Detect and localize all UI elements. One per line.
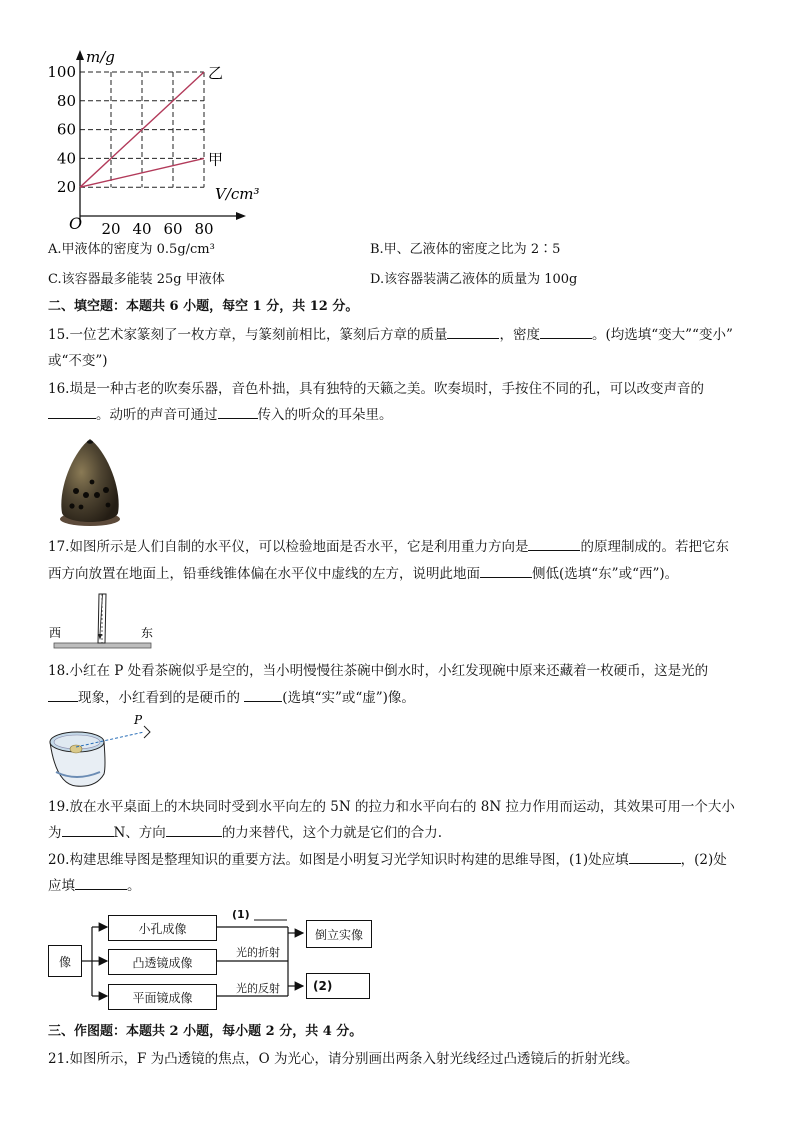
series-label-0: 乙: [208, 64, 224, 82]
x-tick-80: 80: [194, 220, 214, 238]
x-axis-arrow: [236, 212, 246, 220]
q18-blank-2[interactable]: [244, 688, 282, 702]
question-21: 21.如图所示，F 为凸透镜的焦点，O 为光心，请分别画出两条入射光线经过凸透镜后的折射光线。: [48, 1051, 639, 1067]
q19-blank-2[interactable]: [166, 823, 222, 837]
q15-text-2: ，密度: [499, 327, 540, 343]
q19-text-4: 的力来替代，这个力就是它们的合力.: [221, 825, 443, 841]
question-15: [48, 325, 733, 345]
q15-text-3: 。(均选填“变大”“变小”: [591, 327, 733, 343]
refraction-label: 光的折射: [236, 946, 280, 959]
x-tick-20: 20: [101, 220, 121, 238]
option-d: D.该容器装满乙液体的质量为 100g: [370, 272, 578, 287]
q17-blank-2[interactable]: [480, 564, 532, 578]
origin-label: O: [69, 214, 83, 233]
section-3-heading: 三、作图题：本题共 2 小题，每小题 2 分，共 4 分。: [48, 1024, 363, 1039]
mind-map-convex-lens: 凸透镜成像: [108, 949, 217, 975]
west-label: 西: [49, 626, 62, 640]
section-2-heading: 二、填空题：本题共 6 小题，每空 1 分，共 12 分。: [48, 299, 359, 314]
q18-blank-1[interactable]: [48, 688, 78, 702]
x-tick-40: 40: [132, 220, 152, 238]
question-19-cont: [48, 823, 442, 843]
tea-bowl-figure: [46, 712, 162, 792]
question-15-cont: 或“不变”): [48, 353, 108, 369]
question-16-cont: [48, 405, 393, 425]
q19-text-2: 为: [48, 825, 62, 841]
question-19: 19.放在水平桌面上的木块同时受到水平向左的 5N 的拉力和水平向右的 8N 拉力作用而运动，其效果可用一个大小: [48, 799, 735, 815]
y-axis-arrow: [76, 50, 84, 60]
q19-text-3: N、方向: [113, 825, 166, 841]
point-p-label: P: [134, 713, 143, 727]
question-20-cont: [48, 876, 141, 896]
q17-text-2: 的原理制成的。若把它东: [580, 539, 729, 555]
mind-map-inverted-real-image: 倒立实像: [306, 920, 372, 948]
y-tick-100: 100: [47, 63, 76, 81]
q15-text-1: 15.一位艺术家篆刻了一枚方章，与篆刻前相比，篆刻后方章的质量: [48, 327, 448, 343]
y-tick-20: 20: [56, 178, 76, 197]
question-18: 18.小红在 P 处看茶碗似乎是空的，当小明慢慢往茶碗中倒水时，小红发现碗中原来还藏着一枚硬币，这是光的: [48, 663, 709, 679]
mind-map-plane-mirror: 平面镜成像: [108, 984, 217, 1010]
mind-map-root: 像: [48, 945, 82, 977]
q18-text-3: (选填“实”或“虚”)像。: [282, 690, 415, 706]
option-b: B.甲、乙液体的密度之比为 2∶5: [370, 242, 561, 257]
q17-blank-1[interactable]: [528, 537, 580, 551]
mind-map-blank-2-box[interactable]: [306, 973, 370, 999]
q20-text-4: 。: [127, 878, 141, 894]
y-tick-40: 40: [56, 149, 76, 168]
q17-text-3: 西方向放置在地面上，铅垂线锥体偏在水平仪中虚线的左方，说明此地面: [48, 566, 480, 582]
q15-blank-2[interactable]: [540, 325, 592, 339]
series-label-1: 甲: [208, 150, 224, 169]
xun-instrument-image: [50, 435, 130, 530]
q20-blank-2[interactable]: [75, 876, 127, 890]
question-17-cont: [48, 564, 678, 584]
q20-text-1: 20.构建思维导图是整理知识的重要方法。如图是小明复习光学知识时构建的思维导图，(1)处应填: [48, 852, 629, 868]
option-c: C.该容器最多能装 25g 甲液体: [48, 272, 225, 287]
q16-blank-2[interactable]: [218, 405, 258, 419]
east-label: 东: [141, 626, 154, 640]
question-17: [48, 537, 729, 557]
blank-1-label: (1): [232, 908, 250, 921]
q17-text-1: 17.如图所示是人们自制的水平仪，可以检验地面是否水平，它是利用重力方向是: [48, 539, 529, 555]
option-a: A.甲液体的密度为 0.5g/cm³: [48, 242, 215, 257]
y-tick-80: 80: [56, 91, 76, 110]
q15-blank-1[interactable]: [447, 325, 499, 339]
question-16: 16.埙是一种古老的吹奏乐器，音色朴拙，具有独特的天籁之美。吹奏埙时，手按住不同的孔，可以改变声音的: [48, 381, 704, 397]
q16-text-2: 。动听的声音可通过: [96, 407, 218, 423]
reflection-label: 光的反射: [236, 982, 280, 995]
q16-text-3: 传入的听众的耳朵里。: [257, 407, 393, 423]
q20-text-3: 应填: [48, 878, 75, 894]
blank-2-label: (2): [313, 979, 333, 993]
x-tick-60: 60: [163, 220, 183, 238]
q16-blank-1[interactable]: [48, 405, 96, 419]
x-axis-label: V/cm³: [215, 185, 260, 203]
question-20: [48, 850, 727, 870]
q20-blank-1[interactable]: [629, 850, 681, 864]
q17-text-4: 侧低(选填“东”或“西”)。: [532, 566, 679, 582]
mind-map: [0, 900, 794, 1020]
q18-text-2: 现象，小红看到的是硬币的: [78, 690, 240, 706]
mind-map-pinhole: 小孔成像: [108, 915, 217, 941]
y-axis-label: m/g: [86, 48, 115, 66]
q20-text-2: ，(2)处: [680, 852, 727, 868]
y-tick-60: 60: [56, 120, 76, 139]
mass-volume-chart: [40, 42, 280, 242]
level-instrument-figure: [45, 590, 160, 652]
q19-blank-1[interactable]: [62, 823, 114, 837]
question-18-cont: [48, 688, 415, 708]
